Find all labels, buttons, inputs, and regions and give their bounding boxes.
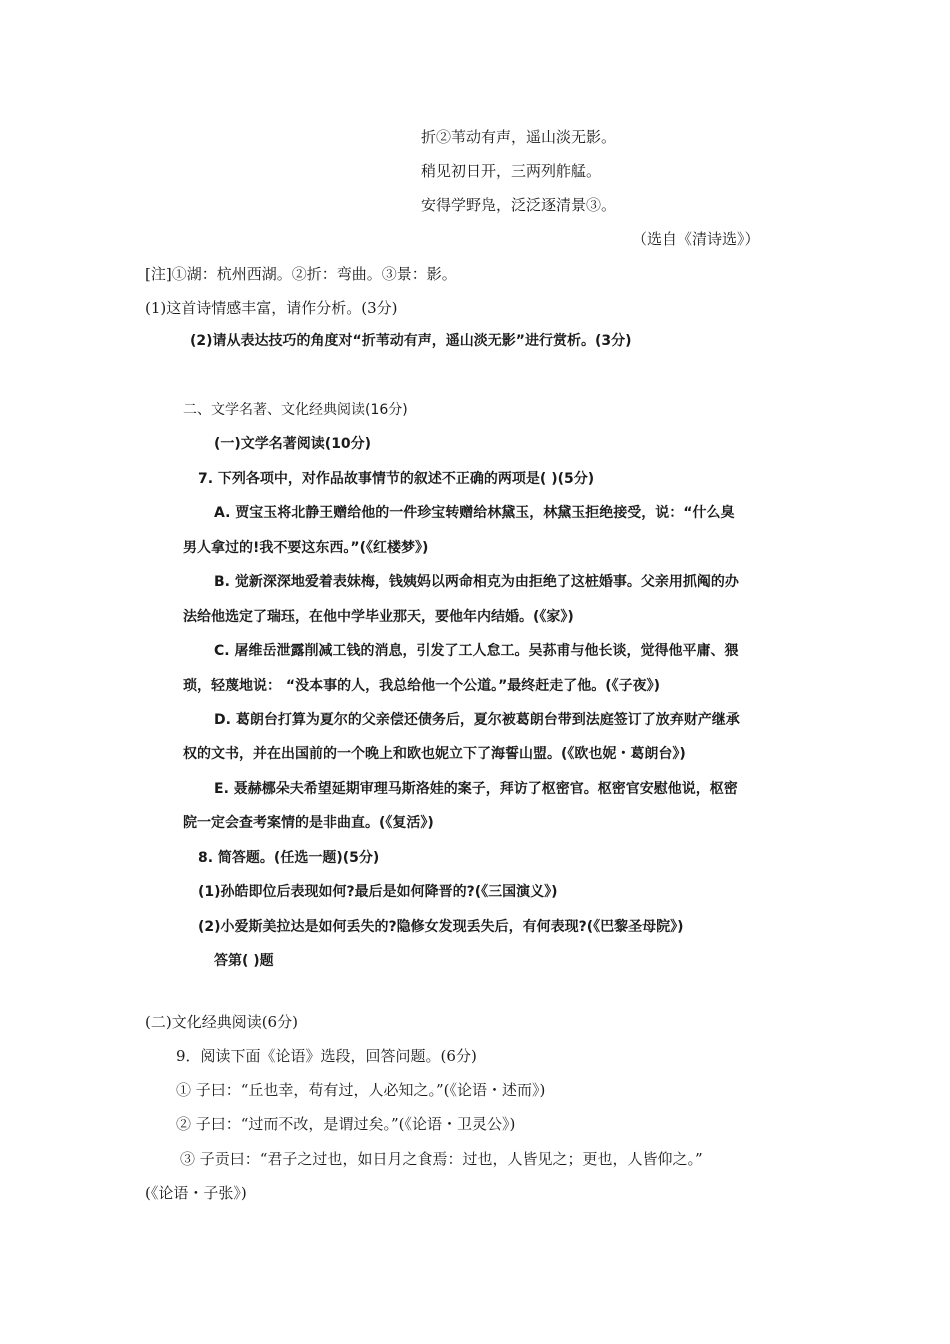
poem-question-1: (1)这首诗情感丰富，请作分析。(3分): [145, 299, 398, 317]
poem-question-2: (2)请从表达技巧的角度对“折苇动有声，遥山淡无影”进行赏析。(3分): [190, 333, 632, 349]
option-b-line-2: 法给他选定了瑞珏，在他中学毕业那天，要他年内结婚。(《家》): [183, 609, 574, 625]
analects-quote-1: ① 子曰：“丘也幸，苟有过，人必知之。”(《论语・述而》): [176, 1081, 546, 1099]
option-e-line-1: E. 聂赫梛朵夫希望延期审理马斯洛娃的案子，拜访了枢密官。枢密官安慰他说，枢密: [214, 781, 738, 797]
option-d-line-2: 权的文书，并在出国前的一个晚上和欧也妮立下了海誓山盟。(《欧也妮・葛朗台》): [183, 746, 686, 762]
option-c-line-2: 琐，轻蔑地说： “没本事的人，我总给他一个公道。”最终赶走了他。(《子夜》): [183, 678, 661, 694]
option-b-line-1: B. 觉新深深地爱着表妹梅，钱姨妈以两命相克为由拒绝了这桩婚事。父亲用抓阄的办: [214, 574, 739, 590]
answer-choice-blank: 答第( )题: [214, 953, 274, 969]
question-8-option-1: (1)孙皓即位后表现如何?最后是如何降晋的?(《三国演义》): [198, 884, 558, 900]
question-9-stem: 9．阅读下面《论语》选段，回答问题。(6分): [176, 1047, 477, 1065]
option-d-line-1: D. 葛朗台打算为夏尔的父亲偿还债务后，夏尔被葛朗台带到法庭签订了放弃财产继承: [214, 712, 740, 728]
subsection-title: (二)文化经典阅读(6分): [145, 1013, 298, 1031]
section-title: 二、文学名著、文化经典阅读(16分): [183, 402, 408, 418]
poem-source: （选自《清诗选》）: [632, 230, 760, 248]
poem-line: 安得学野凫，泛泛逐清景③。: [421, 196, 617, 214]
option-a-line-2: 男人拿过的!我不要这东西。”(《红楼梦》): [183, 540, 429, 556]
option-a-line-1: A. 贾宝玉将北静王赠给他的一件珍宝转赠给林黛玉，林黛玉拒绝接受，说：“什么臭: [214, 505, 735, 521]
question-8-stem: 8. 简答题。(任选一题)(5分): [198, 850, 380, 866]
option-e-line-2: 院一定会查考案情的是非曲直。(《复活》): [183, 815, 434, 831]
analects-quote-2: ② 子曰：“过而不改，是谓过矣。”(《论语・卫灵公》): [176, 1115, 516, 1133]
poem-line: 稍见初日开，三两列舴艋。: [421, 162, 602, 180]
analects-quote-3: ③ 子贡曰：“君子之过也，如日月之食焉：过也，人皆见之；更也，人皆仰之。”: [180, 1150, 703, 1168]
poem-line: 折②苇动有声，遥山淡无影。: [421, 128, 617, 146]
analects-quote-3-source: (《论语・子张》): [145, 1184, 247, 1202]
question-7-stem: 7. 下列各项中，对作品故事情节的叙述不正确的两项是( )(5分): [198, 471, 595, 487]
question-8-option-2: (2)小爱斯美拉达是如何丢失的?隐修女发现丢失后，有何表现?(《巴黎圣母院》): [198, 919, 684, 935]
subsection-title: (一)文学名著阅读(10分): [214, 436, 372, 452]
poem-note: [注]①湖：杭州西湖。②折：弯曲。③景：影。: [145, 265, 457, 283]
option-c-line-1: C. 屠维岳泄露削减工钱的消息，引发了工人怠工。吴荪甫与他长谈，觉得他平庸、猥: [214, 643, 739, 659]
